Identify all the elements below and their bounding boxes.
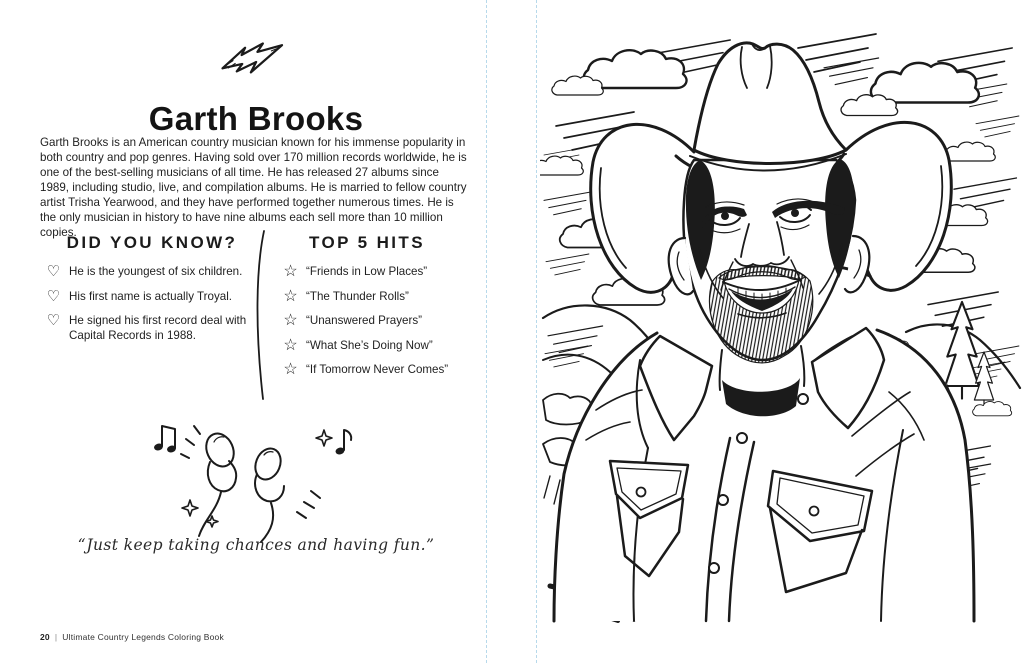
print-guide-line [536,0,537,663]
pine-tree [974,352,993,407]
snap-button [810,507,819,516]
artist-illustration [540,30,1024,626]
pine-tree [945,302,979,399]
hit-text: “Unanswered Prayers” [306,314,422,327]
fact-item [46,314,258,343]
heart-outline-icon: ♡ [46,263,61,280]
star-outline-icon: ☆ [283,263,298,280]
hit-text: “What She’s Doing Now” [306,338,433,352]
star-outline-icon: ☆ [283,361,298,378]
top-hits-heading: TOP 5 HITS [309,233,425,252]
hit-text: “If Tomorrow Never Comes” [306,363,449,376]
snap-button [798,394,808,404]
snap-button [709,563,719,573]
book-title: Ultimate Country Legends Coloring Book [62,632,224,642]
star-outline-icon: ☆ [283,312,298,329]
heart-outline-icon: ♡ [46,287,61,305]
fact-item [46,265,258,280]
page-footer [40,632,224,642]
star-outline-icon: ☆ [283,336,298,354]
column-divider [251,229,271,401]
did-you-know-heading: DID YOU KNOW? [66,233,238,252]
music-note-icon [335,430,351,455]
fact-text: His first name is actually Troyal. [69,289,233,303]
page-number: 20 [40,632,50,642]
music-note-icon [153,426,176,453]
lightning-bolt-icon [218,36,295,83]
cowboy-hat-crown [690,43,846,171]
hit-text: “The Thunder Rolls” [306,289,409,303]
snap-button [737,433,747,443]
artist-bio: Garth Brooks is an American country musician known for his immense popularity in both country and pop genres. Having sold over 170 million records worldwide, he is one of the best-selling musicians of all time. He has released 27 albums since 1989, including studio, live, and compilation albums. He is married to fellow country artist Trisha Yearwood, and they have performed together numerous times. He is the only musician in history to have nine albums each sell more than 10 million copies. [40,135,467,239]
footer-separator: | [54,632,58,642]
hit-item [283,363,469,378]
earbuds-music-doodle-icon [148,414,368,544]
hit-text: “Friends in Low Places” [306,265,428,278]
snap-button [637,488,646,497]
fact-text: He signed his first record deal with Capital Records in 1988. [69,314,247,342]
hit-item [283,287,469,305]
fact-item [46,287,258,305]
hit-item [283,336,469,354]
hit-item [283,314,469,329]
artist-quote: “Just keep taking chances and having fun.” [77,536,435,554]
heart-outline-icon: ♡ [46,312,61,329]
snap-button [718,495,728,505]
page-title: Garth Brooks [148,100,364,138]
fact-text: He is the youngest of six children. [69,265,243,278]
top-hits-section [283,233,469,388]
star-outline-icon: ☆ [283,287,298,305]
shirt [554,326,974,621]
hit-item [283,265,469,280]
sparkle-icon [182,430,332,527]
did-you-know-section [46,233,258,353]
